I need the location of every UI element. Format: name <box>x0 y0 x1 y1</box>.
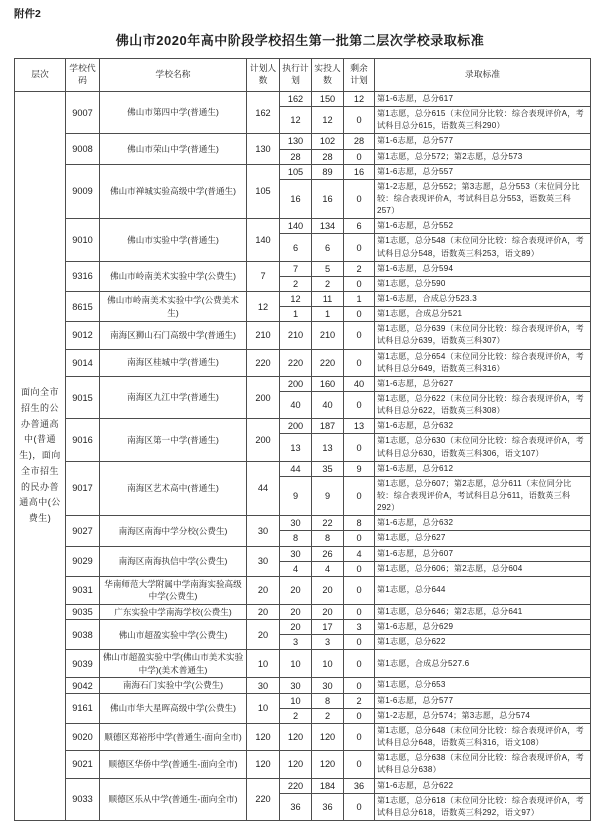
remaining-plan: 8 <box>344 516 375 531</box>
planned-count: 140 <box>247 219 280 261</box>
table-body <box>15 92 591 821</box>
school-name: 南海区桂城中学(普通生) <box>100 349 247 376</box>
page-title: 佛山市2020年高中阶段学校招生第一批第二层次学校录取标准 <box>115 33 485 48</box>
executed-plan: 20 <box>280 620 312 635</box>
admission-standard: 第1志愿，总分622（末位同分比较：综合表现评价A，考试科目总分622，语数英三科308） <box>375 391 591 418</box>
school-code: 9014 <box>66 349 100 376</box>
planned-count: 20 <box>247 604 280 619</box>
school-row <box>15 261 591 276</box>
actual-count: 26 <box>312 546 344 561</box>
executed-plan: 220 <box>280 778 312 793</box>
executed-plan: 120 <box>280 724 312 751</box>
school-code: 9029 <box>66 546 100 576</box>
school-row <box>15 419 591 434</box>
school-name: 南海石门实验中学(公费生) <box>100 678 247 693</box>
actual-count: 8 <box>312 531 344 546</box>
school-name: 佛山市实验中学(普通生) <box>100 219 247 261</box>
school-name: 佛山市超盈实验中学(佛山市美术实验中学)(美术普通生) <box>100 650 247 678</box>
remaining-plan: 9 <box>344 461 375 476</box>
remaining-plan: 0 <box>344 635 375 650</box>
school-name: 顺德区乐从中学(普通生-面向全市) <box>100 778 247 820</box>
planned-count: 220 <box>247 349 280 376</box>
remaining-plan: 0 <box>344 149 375 164</box>
executed-plan: 8 <box>280 531 312 546</box>
planned-count: 200 <box>247 376 280 418</box>
planned-count: 220 <box>247 778 280 820</box>
actual-count: 12 <box>312 107 344 134</box>
executed-plan: 120 <box>280 751 312 778</box>
school-row <box>15 349 591 376</box>
remaining-plan: 0 <box>344 307 375 322</box>
remaining-plan: 36 <box>344 778 375 793</box>
actual-count: 3 <box>312 635 344 650</box>
planned-count: 130 <box>247 134 280 164</box>
admission-standard: 第1志愿，总分648（末位同分比较：综合表现评价A，考试科目总分648，语数英三科316，语文108） <box>375 724 591 751</box>
school-name: 佛山市岭南美术实验中学(公费美术生) <box>100 291 247 321</box>
col-header-remaining-plan: 剩余计划 <box>344 59 375 92</box>
remaining-plan: 12 <box>344 92 375 107</box>
executed-plan: 40 <box>280 391 312 418</box>
school-name: 南海区南海执信中学(公费生) <box>100 546 247 576</box>
actual-count: 5 <box>312 261 344 276</box>
admission-standard: 第1志愿，总分572；第2志愿，总分573 <box>375 149 591 164</box>
executed-plan: 9 <box>280 476 312 515</box>
remaining-plan: 0 <box>344 650 375 678</box>
school-name: 佛山市超盈实验中学(公费生) <box>100 620 247 650</box>
planned-count: 30 <box>247 546 280 576</box>
col-header-actual-count: 实投人数 <box>312 59 344 92</box>
remaining-plan: 0 <box>344 476 375 515</box>
school-code: 9031 <box>66 576 100 604</box>
remaining-plan: 40 <box>344 376 375 391</box>
school-name: 南海区南海中学分校(公费生) <box>100 516 247 546</box>
remaining-plan: 0 <box>344 179 375 218</box>
actual-count: 9 <box>312 476 344 515</box>
remaining-plan: 6 <box>344 219 375 234</box>
admission-standard: 第1志愿，总分630（末位同分比较：综合表现评价A，考试科目总分630，语数英三科306，语文107） <box>375 434 591 461</box>
executed-plan: 30 <box>280 516 312 531</box>
executed-plan: 12 <box>280 107 312 134</box>
planned-count: 30 <box>247 678 280 693</box>
remaining-plan: 3 <box>344 620 375 635</box>
executed-plan: 220 <box>280 349 312 376</box>
executed-plan: 10 <box>280 693 312 708</box>
executed-plan: 4 <box>280 561 312 576</box>
admission-standard: 第1-6志愿，总分632 <box>375 419 591 434</box>
level-cell: 面向全市招生的公办普通高中(普通生)，面向全市招生的民办普通高中(公费生) <box>15 92 66 821</box>
school-row <box>15 134 591 149</box>
col-header-admission-standard: 录取标准 <box>375 59 591 92</box>
executed-plan: 200 <box>280 419 312 434</box>
admission-standard: 第1-6志愿，总分577 <box>375 693 591 708</box>
school-name: 南海区九江中学(普通生) <box>100 376 247 418</box>
planned-count: 105 <box>247 164 280 219</box>
admission-standard: 第1志愿，总分622 <box>375 635 591 650</box>
actual-count: 35 <box>312 461 344 476</box>
admission-standard: 第1-6志愿，总分612 <box>375 461 591 476</box>
remaining-plan: 0 <box>344 434 375 461</box>
admission-standard: 第1-6志愿，总分627 <box>375 376 591 391</box>
planned-count: 12 <box>247 291 280 321</box>
executed-plan: 16 <box>280 179 312 218</box>
executed-plan: 200 <box>280 376 312 391</box>
school-row <box>15 751 591 778</box>
executed-plan: 6 <box>280 234 312 261</box>
admission-standard: 第1-6志愿，总分607 <box>375 546 591 561</box>
school-code: 9020 <box>66 724 100 751</box>
school-code: 9007 <box>66 92 100 134</box>
school-row <box>15 620 591 635</box>
school-row <box>15 291 591 306</box>
school-name: 佛山市华大星晖高级中学(公费生) <box>100 693 247 723</box>
remaining-plan: 0 <box>344 678 375 693</box>
admission-standard: 第1志愿，合成总分521 <box>375 307 591 322</box>
actual-count: 102 <box>312 134 344 149</box>
remaining-plan: 0 <box>344 708 375 723</box>
executed-plan: 7 <box>280 261 312 276</box>
admission-standard: 第1志愿，总分615（末位同分比较：综合表现评价A，考试科目总分615，语数英三科290） <box>375 107 591 134</box>
remaining-plan: 1 <box>344 291 375 306</box>
school-code: 9033 <box>66 778 100 820</box>
admission-standard: 第1志愿，总分653 <box>375 678 591 693</box>
executed-plan: 12 <box>280 291 312 306</box>
actual-count: 10 <box>312 650 344 678</box>
actual-count: 20 <box>312 576 344 604</box>
actual-count: 16 <box>312 179 344 218</box>
admission-standard: 第1-6志愿，总分552 <box>375 219 591 234</box>
col-header-planned-count: 计划人数 <box>247 59 280 92</box>
executed-plan: 20 <box>280 576 312 604</box>
school-row <box>15 724 591 751</box>
remaining-plan: 0 <box>344 276 375 291</box>
school-code: 9039 <box>66 650 100 678</box>
school-name: 南海区艺术高中(普通生) <box>100 461 247 516</box>
planned-count: 44 <box>247 461 280 516</box>
remaining-plan: 0 <box>344 391 375 418</box>
admission-standard: 第1志愿，总分646；第2志愿，总分641 <box>375 604 591 619</box>
actual-count: 150 <box>312 92 344 107</box>
school-name: 顺德区华侨中学(普通生-面向全市) <box>100 751 247 778</box>
school-name: 佛山市第四中学(普通生) <box>100 92 247 134</box>
admission-standard: 第1志愿，总分654（末位同分比较：综合表现评价A，考试科目总分649，语数英三科316） <box>375 349 591 376</box>
executed-plan: 130 <box>280 134 312 149</box>
school-row <box>15 516 591 531</box>
actual-count: 120 <box>312 724 344 751</box>
remaining-plan: 16 <box>344 164 375 179</box>
planned-count: 162 <box>247 92 280 134</box>
school-code: 9016 <box>66 419 100 461</box>
admission-standard: 第1志愿，总分638（末位同分比较：综合表现评价A，考试科目总分638） <box>375 751 591 778</box>
planned-count: 120 <box>247 724 280 751</box>
school-code: 9161 <box>66 693 100 723</box>
school-code: 9021 <box>66 751 100 778</box>
actual-count: 120 <box>312 751 344 778</box>
actual-count: 184 <box>312 778 344 793</box>
actual-count: 89 <box>312 164 344 179</box>
school-row <box>15 322 591 349</box>
executed-plan: 10 <box>280 650 312 678</box>
col-header-school-name: 学校名称 <box>100 59 247 92</box>
admission-standard: 第1志愿，合成总分527.6 <box>375 650 591 678</box>
actual-count: 40 <box>312 391 344 418</box>
actual-count: 2 <box>312 708 344 723</box>
school-name: 顺德区郑裕彤中学(普通生-面向全市) <box>100 724 247 751</box>
actual-count: 20 <box>312 604 344 619</box>
planned-count: 10 <box>247 650 280 678</box>
remaining-plan: 0 <box>344 349 375 376</box>
school-row <box>15 650 591 678</box>
actual-count: 160 <box>312 376 344 391</box>
school-code: 9009 <box>66 164 100 219</box>
admission-standard: 第1-6志愿，总分577 <box>375 134 591 149</box>
actual-count: 220 <box>312 349 344 376</box>
admission-standard: 第1-2志愿，总分574；第3志愿，总分574 <box>375 708 591 723</box>
school-row <box>15 604 591 619</box>
admission-standard: 第1志愿，总分639（末位同分比较：综合表现评价A，考试科目总分639，语数英三科307） <box>375 322 591 349</box>
executed-plan: 2 <box>280 276 312 291</box>
school-row <box>15 576 591 604</box>
executed-plan: 162 <box>280 92 312 107</box>
executed-plan: 2 <box>280 708 312 723</box>
actual-count: 134 <box>312 219 344 234</box>
admission-standard: 第1-6志愿，总分629 <box>375 620 591 635</box>
school-row <box>15 219 591 234</box>
school-row <box>15 693 591 708</box>
school-row <box>15 164 591 179</box>
actual-count: 6 <box>312 234 344 261</box>
school-code: 9035 <box>66 604 100 619</box>
executed-plan: 140 <box>280 219 312 234</box>
school-code: 9008 <box>66 134 100 164</box>
school-code: 9316 <box>66 261 100 291</box>
executed-plan: 30 <box>280 678 312 693</box>
school-code: 9042 <box>66 678 100 693</box>
remaining-plan: 28 <box>344 134 375 149</box>
remaining-plan: 0 <box>344 793 375 820</box>
executed-plan: 30 <box>280 546 312 561</box>
school-row <box>15 461 591 476</box>
actual-count: 210 <box>312 322 344 349</box>
school-row <box>15 376 591 391</box>
school-code: 8615 <box>66 291 100 321</box>
admission-standard: 第1-6志愿，合成总分523.3 <box>375 291 591 306</box>
remaining-plan: 0 <box>344 234 375 261</box>
actual-count: 36 <box>312 793 344 820</box>
executed-plan: 20 <box>280 604 312 619</box>
remaining-plan: 0 <box>344 576 375 604</box>
remaining-plan: 4 <box>344 546 375 561</box>
remaining-plan: 2 <box>344 261 375 276</box>
planned-count: 7 <box>247 261 280 291</box>
executed-plan: 13 <box>280 434 312 461</box>
school-name: 佛山市岭南美术实验中学(公费生) <box>100 261 247 291</box>
school-name: 佛山市荣山中学(普通生) <box>100 134 247 164</box>
executed-plan: 105 <box>280 164 312 179</box>
planned-count: 10 <box>247 693 280 723</box>
school-row <box>15 546 591 561</box>
admission-standard: 第1-6志愿，总分617 <box>375 92 591 107</box>
actual-count: 17 <box>312 620 344 635</box>
planned-count: 20 <box>247 620 280 650</box>
actual-count: 4 <box>312 561 344 576</box>
actual-count: 8 <box>312 693 344 708</box>
school-code: 9010 <box>66 219 100 261</box>
executed-plan: 3 <box>280 635 312 650</box>
admission-standards-table <box>14 58 591 821</box>
planned-count: 200 <box>247 419 280 461</box>
remaining-plan: 0 <box>344 531 375 546</box>
admission-standard: 第1志愿，总分548（末位同分比较：综合表现评价A，考试科目总分548，语数英三科253，语文89） <box>375 234 591 261</box>
remaining-plan: 0 <box>344 561 375 576</box>
executed-plan: 210 <box>280 322 312 349</box>
actual-count: 187 <box>312 419 344 434</box>
school-name: 华南师范大学附属中学南海实验高级中学(公费生) <box>100 576 247 604</box>
admission-standard: 第1-6志愿，总分632 <box>375 516 591 531</box>
planned-count: 120 <box>247 751 280 778</box>
col-header-level: 层次 <box>15 59 66 92</box>
actual-count: 11 <box>312 291 344 306</box>
school-code: 9027 <box>66 516 100 546</box>
admission-standard: 第1志愿，总分606；第2志愿，总分604 <box>375 561 591 576</box>
remaining-plan: 0 <box>344 604 375 619</box>
executed-plan: 44 <box>280 461 312 476</box>
col-header-executed-plan: 执行计划 <box>280 59 312 92</box>
actual-count: 1 <box>312 307 344 322</box>
school-name: 南海区第一中学(普通生) <box>100 419 247 461</box>
table-header-row <box>15 59 591 92</box>
admission-standard: 第1志愿，总分644 <box>375 576 591 604</box>
school-name: 广东实验中学南海学校(公费生) <box>100 604 247 619</box>
actual-count: 28 <box>312 149 344 164</box>
school-code: 9017 <box>66 461 100 516</box>
executed-plan: 28 <box>280 149 312 164</box>
school-row <box>15 92 591 107</box>
remaining-plan: 13 <box>344 419 375 434</box>
admission-standard: 第1-2志愿，总分552；第3志愿，总分553（末位同分比较：综合表现评价A，考试科目总分553，语数英三科257） <box>375 179 591 218</box>
admission-standard: 第1-6志愿，总分594 <box>375 261 591 276</box>
executed-plan: 1 <box>280 307 312 322</box>
admission-standard: 第1-6志愿，总分622 <box>375 778 591 793</box>
admission-standard: 第1志愿，总分627 <box>375 531 591 546</box>
admission-standard: 第1-6志愿，总分557 <box>375 164 591 179</box>
planned-count: 20 <box>247 576 280 604</box>
school-row <box>15 678 591 693</box>
remaining-plan: 2 <box>344 693 375 708</box>
school-name: 佛山市禅城实验高级中学(普通生) <box>100 164 247 219</box>
planned-count: 30 <box>247 516 280 546</box>
actual-count: 30 <box>312 678 344 693</box>
school-code: 9012 <box>66 322 100 349</box>
remaining-plan: 0 <box>344 107 375 134</box>
actual-count: 22 <box>312 516 344 531</box>
school-name: 南海区狮山石门高级中学(普通生) <box>100 322 247 349</box>
attachment-label: 附件2 <box>14 8 41 20</box>
remaining-plan: 0 <box>344 724 375 751</box>
school-row <box>15 778 591 793</box>
admission-standard: 第1志愿，总分590 <box>375 276 591 291</box>
actual-count: 2 <box>312 276 344 291</box>
admission-standard: 第1志愿，总分607；第2志愿，总分611（末位同分比较：综合表现评价A，考试科目总分611，语数英三科292） <box>375 476 591 515</box>
planned-count: 210 <box>247 322 280 349</box>
admission-standard: 第1志愿，总分618（末位同分比较：综合表现评价A，考试科目总分618，语数英三科292，语文97） <box>375 793 591 820</box>
school-code: 9038 <box>66 620 100 650</box>
remaining-plan: 0 <box>344 322 375 349</box>
actual-count: 13 <box>312 434 344 461</box>
school-code: 9015 <box>66 376 100 418</box>
executed-plan: 36 <box>280 793 312 820</box>
remaining-plan: 0 <box>344 751 375 778</box>
col-header-school-code: 学校代码 <box>66 59 100 92</box>
